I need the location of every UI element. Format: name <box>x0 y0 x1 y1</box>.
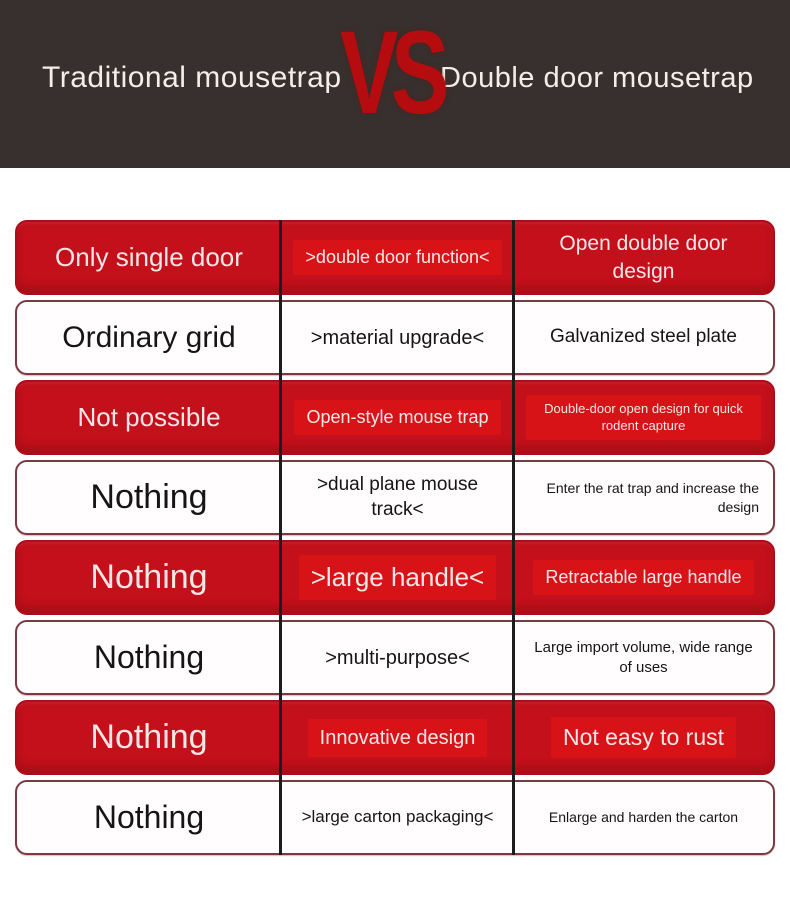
feature-cell <box>281 302 514 373</box>
feature-cell <box>281 622 514 693</box>
cell-text: >material upgrade< <box>310 326 485 349</box>
traditional-cell <box>17 382 281 453</box>
double-door-cell <box>514 702 773 773</box>
double-door-cell <box>514 382 773 453</box>
cell-text: Large import volume, wide range of uses <box>534 639 753 676</box>
traditional-cell <box>17 302 281 373</box>
cell-text: Nothing <box>93 638 205 675</box>
comparison-table <box>15 220 775 855</box>
vs-badge: VS <box>340 7 442 139</box>
table-row <box>15 380 775 455</box>
cell-text: Not possible <box>77 401 221 432</box>
double-door-cell <box>514 302 773 373</box>
cell-text: >large carton packaging< <box>301 807 494 827</box>
double-door-cell <box>514 462 773 533</box>
table-row <box>15 540 775 615</box>
double-door-title: Double door mousetrap <box>440 62 754 94</box>
header-banner <box>0 0 790 168</box>
cell-text: Ordinary grid <box>62 321 236 354</box>
table-row <box>15 460 775 535</box>
cell-text: Not easy to rust <box>551 717 736 759</box>
cell-text: Nothing <box>93 798 205 835</box>
cell-text: Enter the rat trap and increase the design <box>546 480 759 515</box>
traditional-cell <box>17 462 281 533</box>
traditional-cell <box>17 222 281 293</box>
double-door-cell <box>514 222 773 293</box>
cell-text: >large handle< <box>299 555 496 601</box>
feature-cell <box>281 222 514 293</box>
traditional-cell <box>17 542 281 613</box>
cell-text: Open double door design <box>559 232 728 283</box>
feature-cell <box>281 382 514 453</box>
feature-cell <box>281 702 514 773</box>
traditional-cell <box>17 622 281 693</box>
feature-cell <box>281 462 514 533</box>
table-row <box>15 620 775 695</box>
traditional-title: Traditional mousetrap <box>42 61 342 94</box>
cell-text: Double-door open design for quick rodent capture <box>526 395 761 441</box>
double-door-cell <box>514 782 773 853</box>
column-divider <box>279 220 282 855</box>
traditional-cell <box>17 782 281 853</box>
table-row <box>15 780 775 855</box>
double-door-cell <box>514 542 773 613</box>
double-door-cell <box>514 622 773 693</box>
cell-text: Retractable large handle <box>533 560 753 595</box>
feature-cell <box>281 782 514 853</box>
feature-cell <box>281 542 514 613</box>
cell-text: >multi-purpose< <box>325 646 470 669</box>
cell-text: >double door function< <box>293 240 501 275</box>
column-divider <box>512 220 515 855</box>
traditional-cell <box>17 702 281 773</box>
cell-text: Nothing <box>90 718 208 757</box>
cell-text: Nothing <box>90 558 208 597</box>
table-row <box>15 300 775 375</box>
cell-text: Galvanized steel plate <box>550 326 737 348</box>
cell-text: Open-style mouse trap <box>294 400 500 435</box>
cell-text: Enlarge and harden the carton <box>548 809 739 826</box>
cell-text: Only single door <box>55 241 243 272</box>
cell-text: Nothing <box>90 478 208 517</box>
table-row <box>15 220 775 295</box>
cell-text: Innovative design <box>308 719 488 757</box>
table-row <box>15 700 775 775</box>
cell-text: >dual plane mouse track< <box>316 473 479 520</box>
